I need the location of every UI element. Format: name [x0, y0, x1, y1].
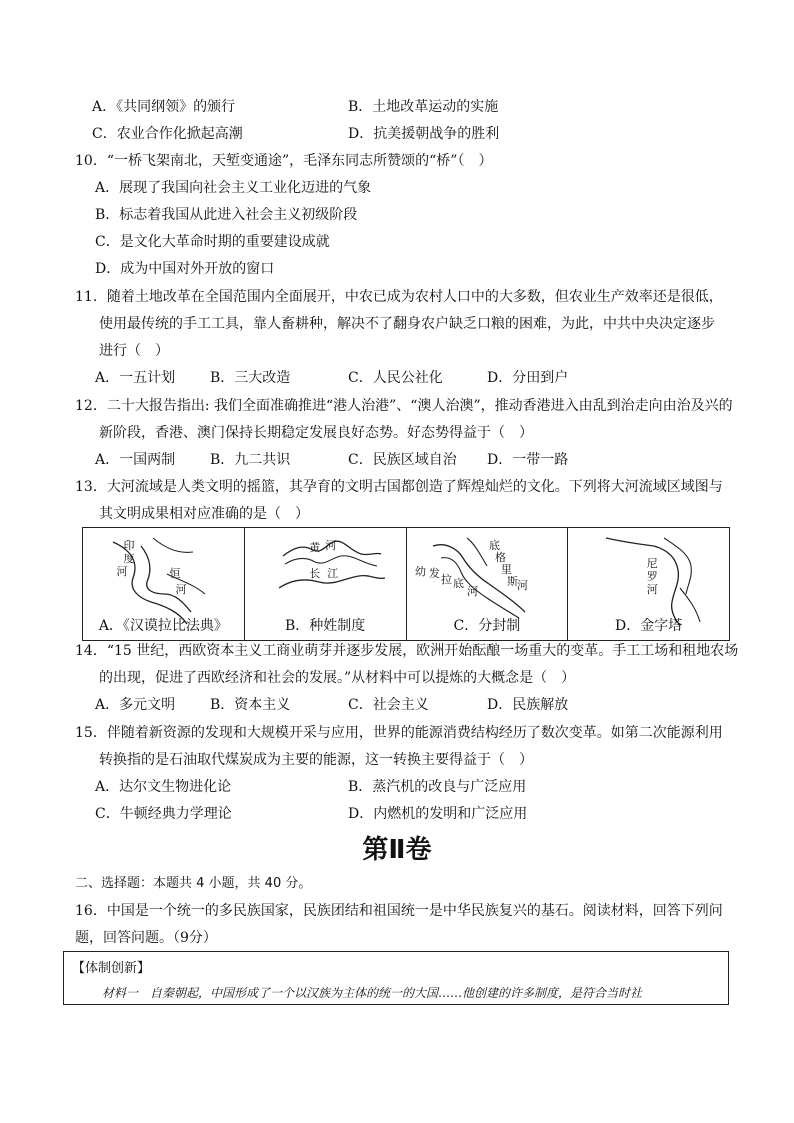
q14-option-c: C．社会主义	[348, 697, 429, 713]
map-cell-b	[244, 528, 406, 641]
q12-stem-line1: 12．二十大报告指出: 我们全面准确推进“港人治港”、“澳人治澳”，推动香港进入由乱到治走向由治及兴的	[75, 398, 733, 414]
map-a-label: 度	[123, 552, 135, 565]
map-cell-a	[83, 528, 245, 641]
q12-option-c: C．民族区域自治	[348, 452, 457, 468]
part-two-title: 第Ⅱ卷	[362, 835, 432, 865]
q9-option-d: D．抗美援朝战争的胜利	[348, 126, 500, 142]
q11-option-d: D．分田到户	[487, 370, 569, 386]
map-c-label: 河	[467, 585, 478, 598]
q11-option-a: A．一五计划	[95, 370, 176, 386]
q15-option-a: A．达尔文生物进化论	[95, 779, 232, 795]
q10-option-b: B．标志着我国从此进入社会主义初级阶段	[95, 207, 358, 223]
q14-option-a: A．多元文明	[95, 697, 176, 713]
q13-stem-line1: 13．大河流域是人类文明的摇篮，其孕育的文明古国都创造了辉煌灿烂的文化。下列将大河流域区域图与	[75, 479, 723, 495]
q9-option-c: C．农业合作化掀起高潮	[92, 126, 243, 142]
q10-option-c: C．是文化大革命时期的重要建设成就	[95, 234, 330, 250]
q14-option-d: D．民族解放	[487, 697, 569, 713]
map-c-label: 斯	[507, 575, 518, 588]
map-c-label: 拉	[441, 573, 452, 586]
q12-option-b: B．九二共识	[210, 452, 291, 468]
map-c-label: 发	[429, 567, 440, 580]
map-b-label: 黄	[309, 541, 321, 554]
q14-stem-line1: 14．“15 世纪，西欧资本主义工商业萌芽并逐步发展，欧洲开始酝酿一场重大的变革。手工工场和租地农场	[75, 643, 739, 659]
q12-option-d: D．一带一路	[487, 452, 569, 468]
map-d-label: 河	[646, 583, 658, 596]
map-c-label: 底	[489, 539, 500, 552]
map-d-caption: D．金字塔	[615, 618, 683, 634]
q15-option-b: B．蒸汽机的改良与广泛应用	[348, 779, 527, 795]
q9-option-a: A．《共同纲领》的颁行	[92, 99, 236, 115]
q14-option-b: B．资本主义	[210, 697, 291, 713]
q10-option-d: D．成为中国对外开放的窗口	[95, 261, 275, 277]
q15-stem-line2: 转换指的是石油取代煤炭成为主要的能源，这一转换主要得益于（ ）	[99, 752, 533, 768]
map-d-label: 尼	[646, 557, 658, 570]
q11-stem-line2: 使用最传统的手工工具，靠人畜耕种，解决不了翻身农户缺乏口粮的困难，为此，中共中央决定逐步	[99, 316, 715, 332]
q12-stem-line2: 新阶段，香港、澳门保持长期稳定发展良好态势。好态势得益于（ ）	[99, 425, 533, 441]
map-d-label: 罗	[646, 570, 658, 583]
q10-stem: 10．“一桥飞架南北，天堑变通途”，毛泽东同志所赞颂的“桥”（ ）	[75, 153, 493, 169]
map-a-label: 河	[175, 583, 187, 596]
q15-option-c: C．牛顿经典力学理论	[95, 806, 232, 822]
q16-stem-line1: 16．中国是一个统一的多民族国家，民族团结和祖国统一是中华民族复兴的基石。阅读材料，回答下列问	[75, 903, 723, 919]
q9-option-b: B．土地改革运动的实施	[348, 99, 499, 115]
q15-stem-line1: 15．伴随着新资源的发现和大规模开采与应用，世界的能源消费结构经历了数次变革。如第二次能源利用	[75, 725, 723, 741]
q16-stem-line2: 题，回答问题。（9分）	[75, 930, 217, 946]
material-box	[63, 951, 729, 1005]
map-a-label: 恒	[169, 567, 181, 580]
material-box-title: 【体制创新】	[72, 961, 151, 976]
q11-option-b: B．三大改造	[210, 370, 291, 386]
q13-stem-line2: 其文明成果相对应准确的是（ ）	[99, 506, 309, 522]
map-a-caption: A．《汉谟拉比法典》	[98, 618, 228, 634]
material-one-text: 材料一 自秦朝起，中国形成了一个以汉族为主体的统一的大国……他创建的许多制度，是符合当时社	[102, 986, 643, 1000]
map-cell-d	[568, 528, 730, 641]
map-c-label: 底	[453, 577, 464, 590]
q11-stem-line1: 11．随着土地改革在全国范围内全面展开，中农已成为农村人口中的大多数，但农业生产效率还是很低，	[75, 289, 723, 305]
q14-stem-line2: 的出现，促进了西欧经济和社会的发展。”从材料中可以提炼的大概念是（ ）	[99, 670, 576, 686]
q15-option-d: D．内燃机的发明和广泛应用	[348, 806, 528, 822]
map-c-label: 河	[517, 579, 528, 592]
map-c-label: 格	[495, 551, 506, 564]
map-b-label: 江	[327, 567, 339, 580]
map-c-caption: C．分封制	[453, 618, 521, 634]
map-a-label: 河	[116, 565, 128, 578]
map-b-label: 河	[325, 539, 337, 552]
map-a-label: 印	[123, 539, 135, 552]
q11-option-c: C．人民公社化	[348, 370, 443, 386]
q12-option-a: A．一国两制	[95, 452, 176, 468]
map-c-label: 里	[501, 563, 512, 576]
map-c-label: 幼	[415, 565, 426, 578]
map-b-label: 长	[309, 567, 321, 580]
map-b-caption: B．种姓制度	[284, 618, 366, 634]
q11-stem-line3: 进行（ ）	[99, 343, 169, 359]
map-cell-c	[406, 528, 568, 641]
river-map-table	[82, 527, 730, 641]
section-heading: 二、选择题：本题共 4 小题，共 40 分。	[75, 876, 312, 891]
q10-option-a: A．展现了我国向社会主义工业化迈进的气象	[95, 180, 372, 196]
